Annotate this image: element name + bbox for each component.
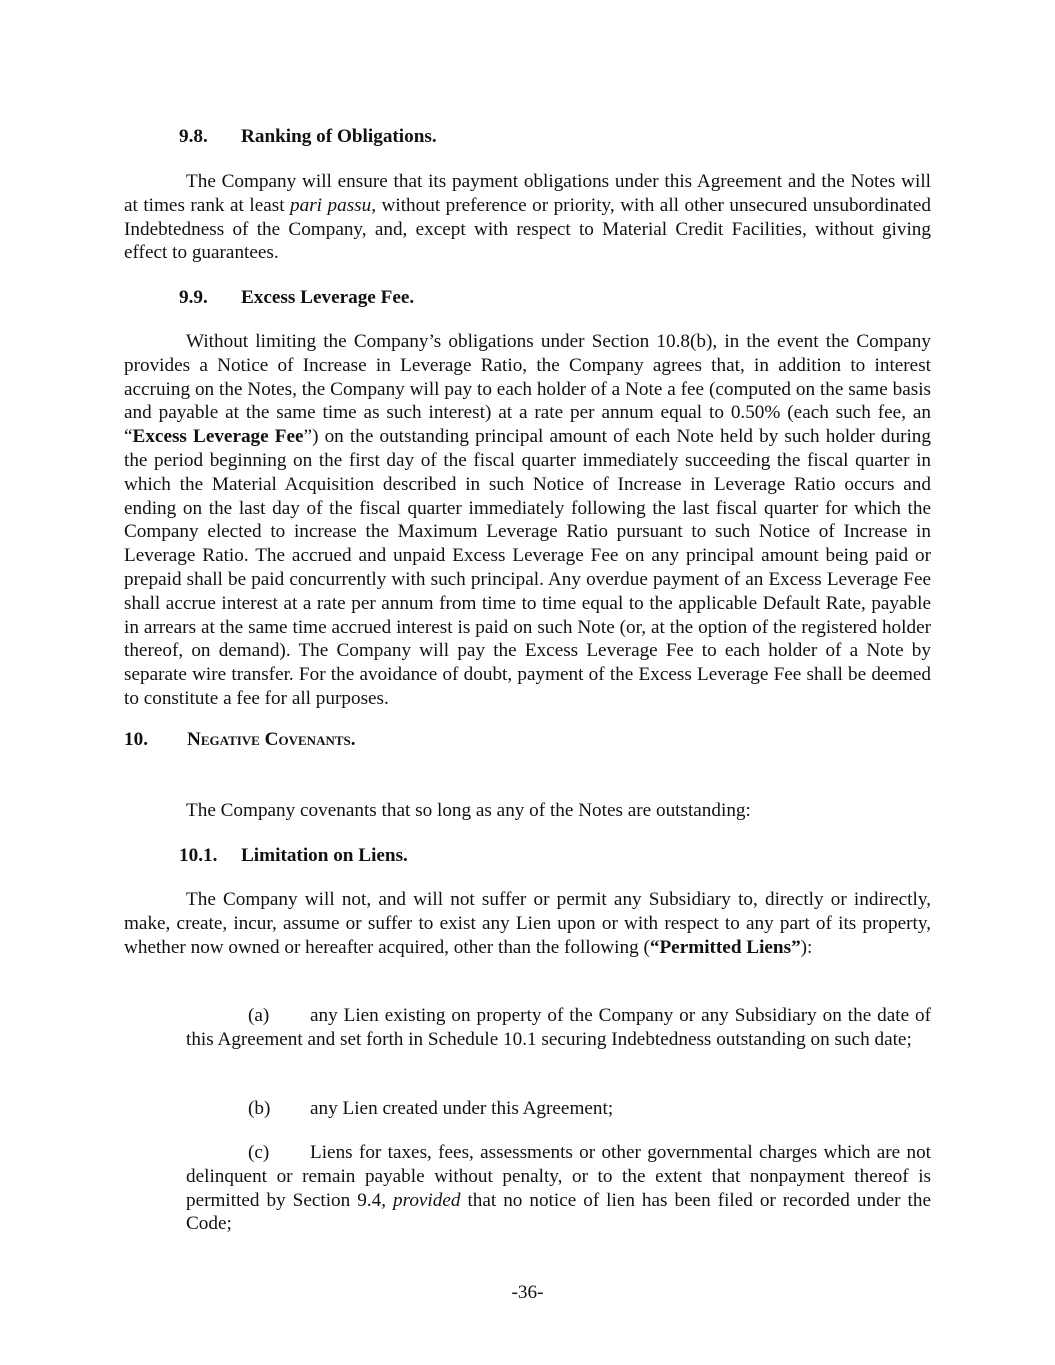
- section-title: Excess Leverage Fee.: [241, 287, 415, 308]
- list-item: [186, 1141, 931, 1236]
- paragraph-text: ):: [800, 936, 813, 958]
- section-9-8-paragraph: [124, 170, 931, 265]
- section-number: 10.1.: [179, 845, 218, 866]
- section-9-9-paragraph: [124, 330, 931, 711]
- page-number: -36-: [511, 1282, 544, 1303]
- article-10-intro: The Company covenants that so long as any of the Notes are outstanding:: [186, 800, 751, 821]
- article-10-heading: [124, 728, 356, 752]
- list-item-text: any Lien created under this Agreement;: [310, 1098, 614, 1119]
- section-title: Limitation on Liens.: [241, 845, 408, 866]
- article-number: 10.: [124, 729, 148, 750]
- list-item-text: Liens for taxes, fees, assessments or other governmental charges which are not delinquent or remain payable without penalty, or to the extent that nonpayment thereof is permitted by Section 9.4,: [186, 1142, 931, 1211]
- list-item-label: (c): [248, 1142, 270, 1163]
- list-item: [186, 1097, 931, 1121]
- section-9-8-heading: [179, 125, 437, 149]
- section-title: Ranking of Obligations.: [241, 126, 437, 147]
- paragraph-text: ”) on the outstanding principal amount of each Note held by such holder during the period beginning on the first day of the fiscal quarter immediately succeeding the fiscal quarter in which the Material Acquisition described in such Notice of Increase in Leverage Ratio occurs and ending on the last day of the fiscal quarter immediately following the last fiscal quarter for which the Company elected to increase the Maximum Leverage Ratio pursuant to such Notice of Increase in Leverage Ratio. The accrued and unpaid Excess Leverage Fee on any principal amount being paid or prepaid shall be paid concurrently with such principal. Any overdue payment of an Excess Leverage Fee shall accrue interest at a rate per annum from time to time equal to the applicable Default Rate, payable in arrears at the same time accrued interest is paid on such Note (or, at the option of the registered holder thereof, on demand). The Company will pay the Excess Leverage Fee to each holder of a Note by separate wire transfer. For the avoidance of doubt, payment of the Excess Leverage Fee shall be deemed to constitute a fee for all purposes.: [124, 426, 931, 709]
- defined-term: “Permitted Liens”: [649, 936, 801, 958]
- paragraph-text: The Company will ensure that its payment obligations under this Agreement and the Notes will at times rank at least: [124, 171, 931, 216]
- section-number: 9.8.: [179, 126, 208, 147]
- italic-term: pari passu: [290, 194, 372, 216]
- paragraph-text: Without limiting the Company’s obligations under Section 10.8(b), in the event the Company provides a Notice of Increase in Leverage Ratio, the Company agrees that, in addition to interest accruing on the Notes, the Company will pay to each holder of a Note a fee (computed on the same basis and payable at the same time as such interest) at a rate per annum equal to 0.50% (each such fee, an “: [124, 331, 931, 448]
- section-10-1-heading: [179, 844, 408, 868]
- section-10-1-paragraph: [124, 888, 931, 959]
- defined-term: Excess Leverage Fee: [132, 426, 304, 448]
- section-9-9-heading: [179, 286, 414, 310]
- list-item-label: (a): [248, 1005, 270, 1026]
- article-title: Negative Covenants.: [187, 729, 356, 750]
- list-item-text: any Lien existing on property of the Company or any Subsidiary on the date of this Agreement and set forth in Schedule 10.1 securing Indebtedness outstanding on such date;: [186, 1005, 931, 1050]
- section-number: 9.9.: [179, 287, 208, 308]
- list-item-text: that no notice of lien has been filed or recorded under the Code;: [186, 1189, 931, 1235]
- list-item: [186, 1004, 931, 1052]
- paragraph-text: The Company will not, and will not suffer or permit any Subsidiary to, directly or indirectly, make, create, incur, assume or suffer to exist any Lien upon or with respect to any part of its property, whether now owned or hereafter acquired, other than the following (: [124, 889, 931, 958]
- italic-term: provided: [392, 1189, 461, 1211]
- list-item-label: (b): [248, 1098, 271, 1119]
- paragraph-text: , without preference or priority, with all other unsecured unsubordinated Indebtedness of the Company, and, except with respect to Material Credit Facilities, without giving effect to guarantees.: [124, 194, 931, 264]
